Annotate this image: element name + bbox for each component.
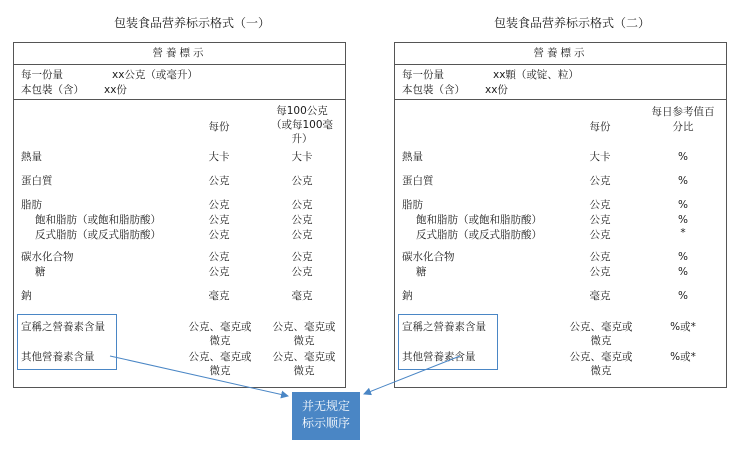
- row-claimed-unit-1b: 微克: [590, 335, 612, 347]
- package-value: xx份: [104, 84, 127, 96]
- row-other-label: 其他營養素含量: [21, 351, 95, 363]
- row-satfat-label: 飽和脂肪（或飽和脂肪酸）: [35, 214, 161, 226]
- row-energy-unit-2: 大卡: [291, 151, 313, 163]
- row-claimed-unit-1b: 微克: [209, 335, 231, 347]
- package-label: 本包裝（含）: [402, 84, 465, 96]
- row-claimed-label: 宣稱之營養素含量: [21, 321, 105, 333]
- serving-label: 每一份量: [21, 69, 63, 81]
- row-carb-unit-1: 公克: [208, 251, 230, 263]
- row-claimed-unit-1a: 公克、毫克或: [569, 321, 633, 333]
- row-transfat-label: 反式脂肪（或反式脂肪酸）: [416, 229, 542, 241]
- arrow-left: [110, 356, 288, 396]
- row-claimed-unit-1a: 公克、毫克或: [188, 321, 252, 333]
- panel-title: 營養標示: [14, 43, 345, 65]
- row-sugar-label: 糖: [35, 266, 46, 278]
- column-header-per-serving: 每份: [208, 121, 230, 133]
- row-fat-unit-2: 公克: [291, 199, 313, 211]
- row-satfat-unit-2: 公克: [291, 214, 313, 226]
- row-other-unit-1b: 微克: [590, 365, 612, 377]
- row-protein-label: 蛋白質: [402, 175, 434, 187]
- row-other-unit-1b: 微克: [209, 365, 231, 377]
- column-header-dv-2: 分比: [672, 121, 694, 133]
- caption-format-two: 包装食品营养标示格式（二）: [493, 16, 650, 30]
- row-sodium-dv: %: [678, 290, 688, 302]
- row-fat-dv: %: [678, 199, 688, 211]
- row-sodium-unit-2: 毫克: [291, 290, 313, 302]
- row-claimed-label: 宣稱之營養素含量: [402, 321, 486, 333]
- panel-title: 營養標示: [395, 43, 726, 65]
- row-protein-label: 蛋白質: [21, 175, 53, 187]
- row-satfat-unit-1: 公克: [208, 214, 230, 226]
- serving-value: xx公克（或毫升）: [112, 69, 198, 81]
- callout-box: [292, 392, 360, 440]
- column-header-per-100g-1: 每100公克: [276, 105, 328, 117]
- arrow-right: [364, 356, 460, 394]
- row-transfat-unit-1: 公克: [208, 229, 230, 241]
- callout-line-2: 标示顺序: [301, 416, 350, 430]
- row-other-unit-1a: 公克、毫克或: [188, 351, 252, 363]
- row-protein-unit-2: 公克: [291, 175, 313, 187]
- serving-value: xx顆（或锭、粒）: [493, 69, 579, 81]
- callout-line-1: 并无规定: [301, 399, 350, 413]
- row-sodium-unit-1: 毫克: [589, 290, 611, 302]
- row-other-label: 其他營養素含量: [402, 351, 476, 363]
- row-satfat-dv: %: [678, 214, 688, 226]
- row-sugar-unit-1: 公克: [208, 266, 230, 278]
- row-transfat-dv: *: [680, 227, 686, 239]
- row-sodium-label: 鈉: [402, 290, 413, 302]
- row-other-unit-1a: 公克、毫克或: [569, 351, 633, 363]
- row-carb-label: 碳水化合物: [402, 251, 455, 263]
- row-satfat-unit-1: 公克: [589, 214, 611, 226]
- row-sugar-unit-2: 公克: [291, 266, 313, 278]
- row-carb-label: 碳水化合物: [21, 251, 74, 263]
- column-header-dv-1: 每日参考值百: [651, 106, 715, 118]
- column-header-per-serving: 每份: [589, 121, 611, 133]
- row-protein-dv: %: [678, 175, 688, 187]
- row-energy-dv: %: [678, 151, 688, 163]
- row-fat-unit-1: 公克: [589, 199, 611, 211]
- row-energy-label: 熱量: [402, 151, 423, 163]
- row-fat-label: 脂肪: [402, 199, 423, 211]
- row-claimed-unit-2b: 微克: [293, 335, 315, 347]
- row-carb-unit-2: 公克: [291, 251, 313, 263]
- serving-label: 每一份量: [402, 69, 444, 81]
- row-satfat-label: 飽和脂肪（或飽和脂肪酸）: [416, 214, 542, 226]
- row-other-unit-2a: 公克、毫克或: [272, 351, 336, 363]
- row-transfat-unit-1: 公克: [589, 229, 611, 241]
- column-header-per-100g-3: 升）: [291, 133, 313, 145]
- row-transfat-label: 反式脂肪（或反式脂肪酸）: [35, 229, 161, 241]
- package-label: 本包裝（含）: [21, 84, 84, 96]
- column-header-per-100g-2: （或每100毫: [270, 119, 334, 131]
- caption-format-one: 包装食品营养标示格式（一）: [113, 16, 270, 30]
- row-fat-label: 脂肪: [21, 199, 42, 211]
- row-energy-label: 熱量: [21, 151, 42, 163]
- row-carb-unit-1: 公克: [589, 251, 611, 263]
- row-sugar-label: 糖: [416, 266, 427, 278]
- package-value: xx份: [485, 84, 508, 96]
- row-carb-dv: %: [678, 251, 688, 263]
- row-claimed-unit-2a: 公克、毫克或: [272, 321, 336, 333]
- row-other-dv: %或*: [670, 351, 696, 363]
- row-protein-unit-1: 公克: [589, 175, 611, 187]
- row-transfat-unit-2: 公克: [291, 229, 313, 241]
- row-sugar-dv: %: [678, 266, 688, 278]
- row-sodium-unit-1: 毫克: [208, 290, 230, 302]
- row-sodium-label: 鈉: [21, 290, 32, 302]
- row-energy-unit-1: 大卡: [589, 151, 611, 163]
- row-sugar-unit-1: 公克: [589, 266, 611, 278]
- row-energy-unit-1: 大卡: [208, 151, 230, 163]
- row-claimed-dv: %或*: [670, 321, 696, 333]
- row-fat-unit-1: 公克: [208, 199, 230, 211]
- row-protein-unit-1: 公克: [208, 175, 230, 187]
- row-other-unit-2b: 微克: [293, 365, 315, 377]
